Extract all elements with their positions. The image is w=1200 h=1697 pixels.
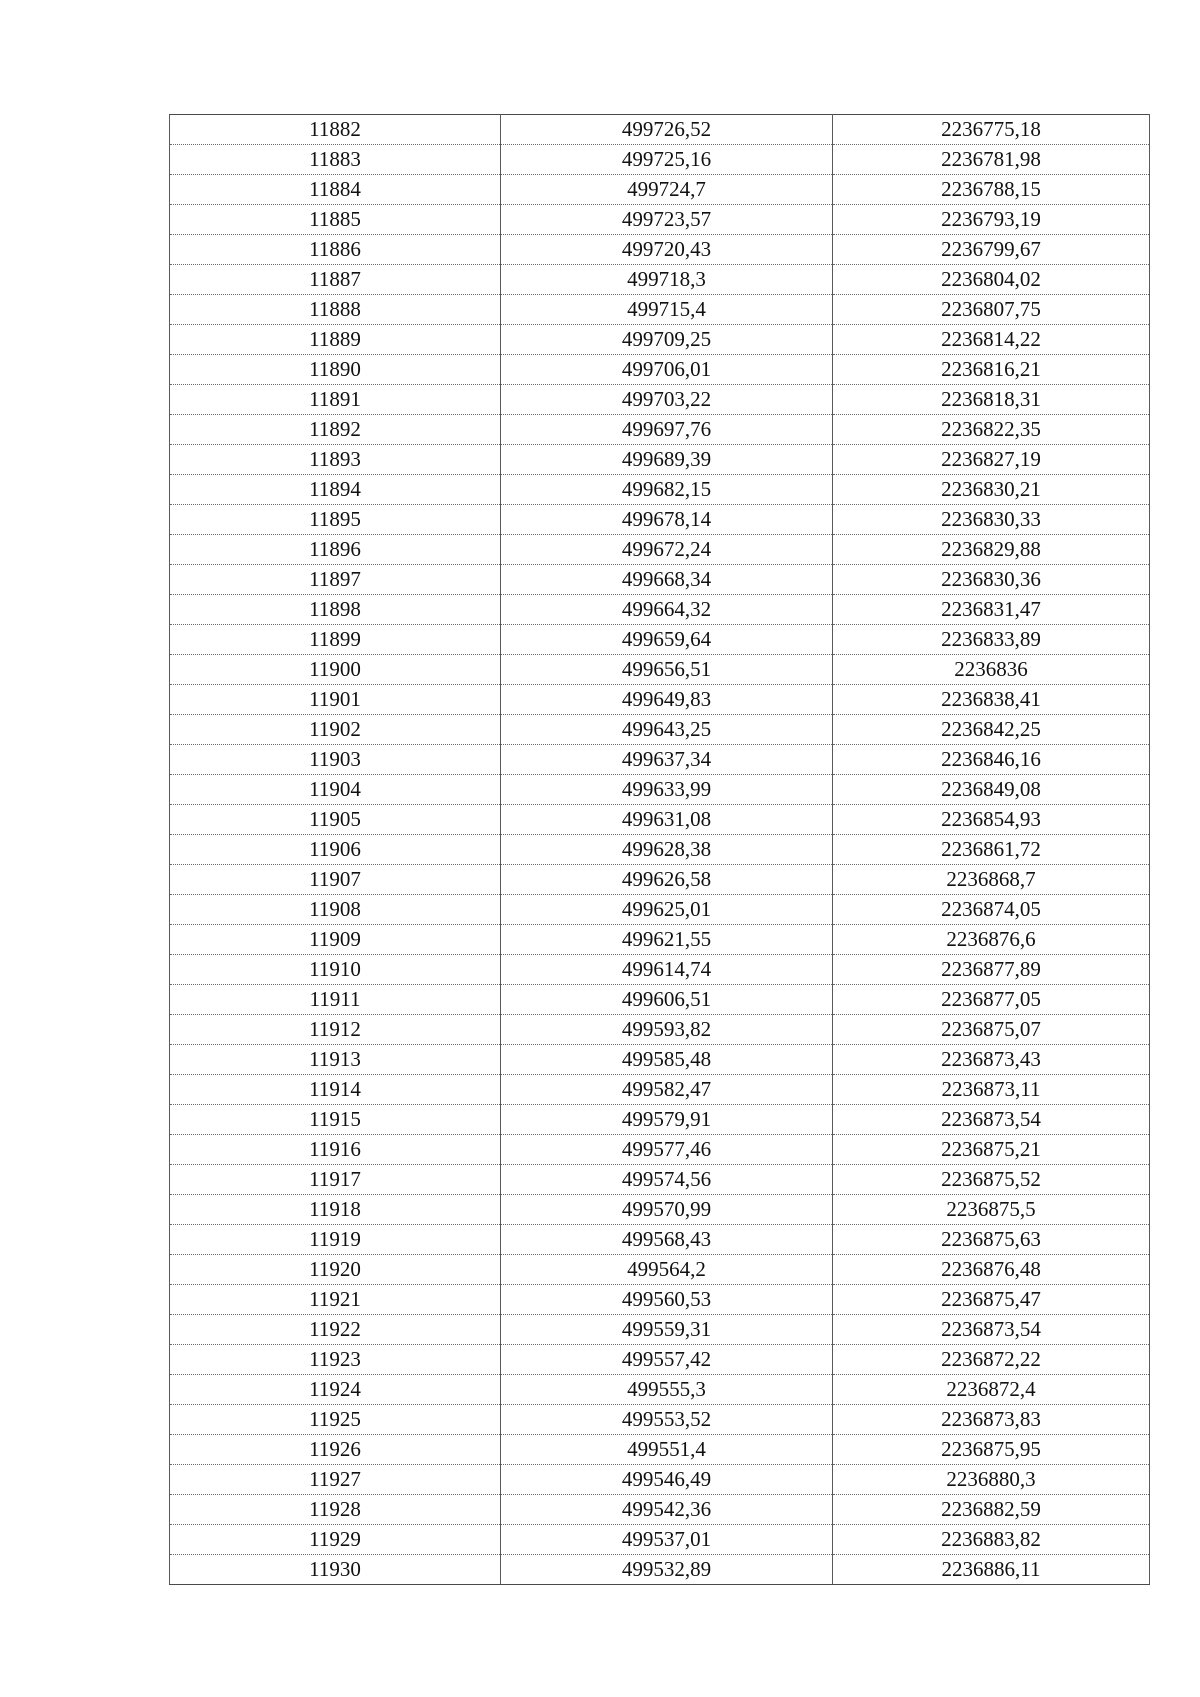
point-number-cell: 11885 xyxy=(170,205,501,235)
y-coordinate-cell: 2236872,4 xyxy=(833,1375,1150,1405)
table-row xyxy=(170,985,1150,1015)
point-number-cell: 11895 xyxy=(170,505,501,535)
table-row xyxy=(170,955,1150,985)
point-number-cell: 11888 xyxy=(170,295,501,325)
table-row xyxy=(170,505,1150,535)
y-coordinate-cell: 2236875,07 xyxy=(833,1015,1150,1045)
point-number-cell: 11926 xyxy=(170,1435,501,1465)
table-row xyxy=(170,355,1150,385)
point-number-cell: 11901 xyxy=(170,685,501,715)
point-number-cell: 11900 xyxy=(170,655,501,685)
y-coordinate-cell: 2236875,52 xyxy=(833,1165,1150,1195)
table-row xyxy=(170,1015,1150,1045)
x-coordinate-cell: 499570,99 xyxy=(501,1195,833,1225)
point-number-cell: 11890 xyxy=(170,355,501,385)
table-row xyxy=(170,775,1150,805)
point-number-cell: 11923 xyxy=(170,1345,501,1375)
y-coordinate-cell: 2236842,25 xyxy=(833,715,1150,745)
point-number-cell: 11909 xyxy=(170,925,501,955)
table-row xyxy=(170,1165,1150,1195)
table-row xyxy=(170,535,1150,565)
y-coordinate-cell: 2236854,93 xyxy=(833,805,1150,835)
y-coordinate-cell: 2236882,59 xyxy=(833,1495,1150,1525)
y-coordinate-cell: 2236816,21 xyxy=(833,355,1150,385)
x-coordinate-cell: 499633,99 xyxy=(501,775,833,805)
table-row xyxy=(170,805,1150,835)
y-coordinate-cell: 2236846,16 xyxy=(833,745,1150,775)
y-coordinate-cell: 2236775,18 xyxy=(833,115,1150,145)
table-row xyxy=(170,1525,1150,1555)
table-row xyxy=(170,595,1150,625)
point-number-cell: 11930 xyxy=(170,1555,501,1585)
y-coordinate-cell: 2236822,35 xyxy=(833,415,1150,445)
y-coordinate-cell: 2236836 xyxy=(833,655,1150,685)
x-coordinate-cell: 499564,2 xyxy=(501,1255,833,1285)
point-number-cell: 11905 xyxy=(170,805,501,835)
table-row xyxy=(170,895,1150,925)
y-coordinate-cell: 2236872,22 xyxy=(833,1345,1150,1375)
point-number-cell: 11894 xyxy=(170,475,501,505)
table-row xyxy=(170,835,1150,865)
point-number-cell: 11928 xyxy=(170,1495,501,1525)
table-row xyxy=(170,475,1150,505)
y-coordinate-cell: 2236873,11 xyxy=(833,1075,1150,1105)
x-coordinate-cell: 499546,49 xyxy=(501,1465,833,1495)
point-number-cell: 11911 xyxy=(170,985,501,1015)
x-coordinate-cell: 499537,01 xyxy=(501,1525,833,1555)
table-row xyxy=(170,1405,1150,1435)
x-coordinate-cell: 499585,48 xyxy=(501,1045,833,1075)
x-coordinate-cell: 499551,4 xyxy=(501,1435,833,1465)
x-coordinate-cell: 499724,7 xyxy=(501,175,833,205)
y-coordinate-cell: 2236868,7 xyxy=(833,865,1150,895)
table-row xyxy=(170,1345,1150,1375)
point-number-cell: 11908 xyxy=(170,895,501,925)
table-row xyxy=(170,1225,1150,1255)
point-number-cell: 11893 xyxy=(170,445,501,475)
y-coordinate-cell: 2236829,88 xyxy=(833,535,1150,565)
y-coordinate-cell: 2236833,89 xyxy=(833,625,1150,655)
y-coordinate-cell: 2236804,02 xyxy=(833,265,1150,295)
x-coordinate-cell: 499672,24 xyxy=(501,535,833,565)
x-coordinate-cell: 499626,58 xyxy=(501,865,833,895)
x-coordinate-cell: 499718,3 xyxy=(501,265,833,295)
x-coordinate-cell: 499715,4 xyxy=(501,295,833,325)
point-number-cell: 11886 xyxy=(170,235,501,265)
x-coordinate-cell: 499659,64 xyxy=(501,625,833,655)
point-number-cell: 11924 xyxy=(170,1375,501,1405)
point-number-cell: 11904 xyxy=(170,775,501,805)
table-row xyxy=(170,925,1150,955)
point-number-cell: 11897 xyxy=(170,565,501,595)
x-coordinate-cell: 499649,83 xyxy=(501,685,833,715)
x-coordinate-cell: 499637,34 xyxy=(501,745,833,775)
y-coordinate-cell: 2236793,19 xyxy=(833,205,1150,235)
x-coordinate-cell: 499725,16 xyxy=(501,145,833,175)
point-number-cell: 11903 xyxy=(170,745,501,775)
table-row xyxy=(170,175,1150,205)
table-row xyxy=(170,445,1150,475)
table-row xyxy=(170,1105,1150,1135)
table-row xyxy=(170,1255,1150,1285)
x-coordinate-cell: 499628,38 xyxy=(501,835,833,865)
y-coordinate-cell: 2236873,54 xyxy=(833,1315,1150,1345)
point-number-cell: 11921 xyxy=(170,1285,501,1315)
point-number-cell: 11882 xyxy=(170,115,501,145)
y-coordinate-cell: 2236827,19 xyxy=(833,445,1150,475)
x-coordinate-cell: 499582,47 xyxy=(501,1075,833,1105)
y-coordinate-cell: 2236875,5 xyxy=(833,1195,1150,1225)
x-coordinate-cell: 499625,01 xyxy=(501,895,833,925)
x-coordinate-cell: 499568,43 xyxy=(501,1225,833,1255)
x-coordinate-cell: 499614,74 xyxy=(501,955,833,985)
x-coordinate-cell: 499574,56 xyxy=(501,1165,833,1195)
x-coordinate-cell: 499720,43 xyxy=(501,235,833,265)
y-coordinate-cell: 2236873,43 xyxy=(833,1045,1150,1075)
y-coordinate-cell: 2236814,22 xyxy=(833,325,1150,355)
point-number-cell: 11927 xyxy=(170,1465,501,1495)
x-coordinate-cell: 499557,42 xyxy=(501,1345,833,1375)
table-row xyxy=(170,145,1150,175)
point-number-cell: 11896 xyxy=(170,535,501,565)
x-coordinate-cell: 499559,31 xyxy=(501,1315,833,1345)
y-coordinate-cell: 2236830,21 xyxy=(833,475,1150,505)
y-coordinate-cell: 2236830,33 xyxy=(833,505,1150,535)
y-coordinate-cell: 2236807,75 xyxy=(833,295,1150,325)
point-number-cell: 11919 xyxy=(170,1225,501,1255)
point-number-cell: 11915 xyxy=(170,1105,501,1135)
y-coordinate-cell: 2236875,21 xyxy=(833,1135,1150,1165)
table-row xyxy=(170,865,1150,895)
coordinates-table-body xyxy=(170,115,1150,1585)
x-coordinate-cell: 499606,51 xyxy=(501,985,833,1015)
table-row xyxy=(170,1195,1150,1225)
table-row xyxy=(170,745,1150,775)
y-coordinate-cell: 2236875,47 xyxy=(833,1285,1150,1315)
x-coordinate-cell: 499682,15 xyxy=(501,475,833,505)
table-row xyxy=(170,385,1150,415)
table-row xyxy=(170,265,1150,295)
point-number-cell: 11884 xyxy=(170,175,501,205)
point-number-cell: 11887 xyxy=(170,265,501,295)
table-row xyxy=(170,1285,1150,1315)
x-coordinate-cell: 499555,3 xyxy=(501,1375,833,1405)
table-row xyxy=(170,1045,1150,1075)
point-number-cell: 11889 xyxy=(170,325,501,355)
point-number-cell: 11929 xyxy=(170,1525,501,1555)
point-number-cell: 11912 xyxy=(170,1015,501,1045)
y-coordinate-cell: 2236876,48 xyxy=(833,1255,1150,1285)
point-number-cell: 11898 xyxy=(170,595,501,625)
table-row xyxy=(170,1135,1150,1165)
y-coordinate-cell: 2236831,47 xyxy=(833,595,1150,625)
x-coordinate-cell: 499542,36 xyxy=(501,1495,833,1525)
table-row xyxy=(170,655,1150,685)
table-row xyxy=(170,625,1150,655)
point-number-cell: 11899 xyxy=(170,625,501,655)
table-row xyxy=(170,1435,1150,1465)
x-coordinate-cell: 499709,25 xyxy=(501,325,833,355)
x-coordinate-cell: 499560,53 xyxy=(501,1285,833,1315)
point-number-cell: 11918 xyxy=(170,1195,501,1225)
x-coordinate-cell: 499689,39 xyxy=(501,445,833,475)
point-number-cell: 11906 xyxy=(170,835,501,865)
point-number-cell: 11920 xyxy=(170,1255,501,1285)
table-row xyxy=(170,715,1150,745)
point-number-cell: 11913 xyxy=(170,1045,501,1075)
y-coordinate-cell: 2236877,05 xyxy=(833,985,1150,1015)
point-number-cell: 11892 xyxy=(170,415,501,445)
point-number-cell: 11891 xyxy=(170,385,501,415)
x-coordinate-cell: 499664,32 xyxy=(501,595,833,625)
y-coordinate-cell: 2236874,05 xyxy=(833,895,1150,925)
point-number-cell: 11916 xyxy=(170,1135,501,1165)
y-coordinate-cell: 2236880,3 xyxy=(833,1465,1150,1495)
table-row xyxy=(170,1465,1150,1495)
y-coordinate-cell: 2236873,83 xyxy=(833,1405,1150,1435)
y-coordinate-cell: 2236883,82 xyxy=(833,1525,1150,1555)
point-number-cell: 11907 xyxy=(170,865,501,895)
x-coordinate-cell: 499579,91 xyxy=(501,1105,833,1135)
x-coordinate-cell: 499553,52 xyxy=(501,1405,833,1435)
y-coordinate-cell: 2236876,6 xyxy=(833,925,1150,955)
x-coordinate-cell: 499656,51 xyxy=(501,655,833,685)
y-coordinate-cell: 2236849,08 xyxy=(833,775,1150,805)
x-coordinate-cell: 499726,52 xyxy=(501,115,833,145)
table-row xyxy=(170,235,1150,265)
table-row xyxy=(170,1075,1150,1105)
x-coordinate-cell: 499621,55 xyxy=(501,925,833,955)
table-row xyxy=(170,1375,1150,1405)
y-coordinate-cell: 2236830,36 xyxy=(833,565,1150,595)
x-coordinate-cell: 499532,89 xyxy=(501,1555,833,1585)
y-coordinate-cell: 2236861,72 xyxy=(833,835,1150,865)
table-row xyxy=(170,565,1150,595)
table-row xyxy=(170,1555,1150,1585)
point-number-cell: 11883 xyxy=(170,145,501,175)
table-row xyxy=(170,295,1150,325)
y-coordinate-cell: 2236818,31 xyxy=(833,385,1150,415)
point-number-cell: 11922 xyxy=(170,1315,501,1345)
x-coordinate-cell: 499577,46 xyxy=(501,1135,833,1165)
x-coordinate-cell: 499631,08 xyxy=(501,805,833,835)
table-row xyxy=(170,115,1150,145)
coordinates-table xyxy=(169,114,1150,1585)
table-row xyxy=(170,325,1150,355)
x-coordinate-cell: 499643,25 xyxy=(501,715,833,745)
table-row xyxy=(170,1495,1150,1525)
y-coordinate-cell: 2236886,11 xyxy=(833,1555,1150,1585)
point-number-cell: 11902 xyxy=(170,715,501,745)
table-row xyxy=(170,205,1150,235)
x-coordinate-cell: 499593,82 xyxy=(501,1015,833,1045)
x-coordinate-cell: 499697,76 xyxy=(501,415,833,445)
y-coordinate-cell: 2236873,54 xyxy=(833,1105,1150,1135)
y-coordinate-cell: 2236788,15 xyxy=(833,175,1150,205)
point-number-cell: 11914 xyxy=(170,1075,501,1105)
table-row xyxy=(170,1315,1150,1345)
point-number-cell: 11910 xyxy=(170,955,501,985)
x-coordinate-cell: 499723,57 xyxy=(501,205,833,235)
x-coordinate-cell: 499668,34 xyxy=(501,565,833,595)
y-coordinate-cell: 2236877,89 xyxy=(833,955,1150,985)
y-coordinate-cell: 2236838,41 xyxy=(833,685,1150,715)
y-coordinate-cell: 2236875,95 xyxy=(833,1435,1150,1465)
y-coordinate-cell: 2236799,67 xyxy=(833,235,1150,265)
point-number-cell: 11925 xyxy=(170,1405,501,1435)
table-row xyxy=(170,415,1150,445)
x-coordinate-cell: 499706,01 xyxy=(501,355,833,385)
point-number-cell: 11917 xyxy=(170,1165,501,1195)
x-coordinate-cell: 499703,22 xyxy=(501,385,833,415)
x-coordinate-cell: 499678,14 xyxy=(501,505,833,535)
table-row xyxy=(170,685,1150,715)
y-coordinate-cell: 2236781,98 xyxy=(833,145,1150,175)
y-coordinate-cell: 2236875,63 xyxy=(833,1225,1150,1255)
